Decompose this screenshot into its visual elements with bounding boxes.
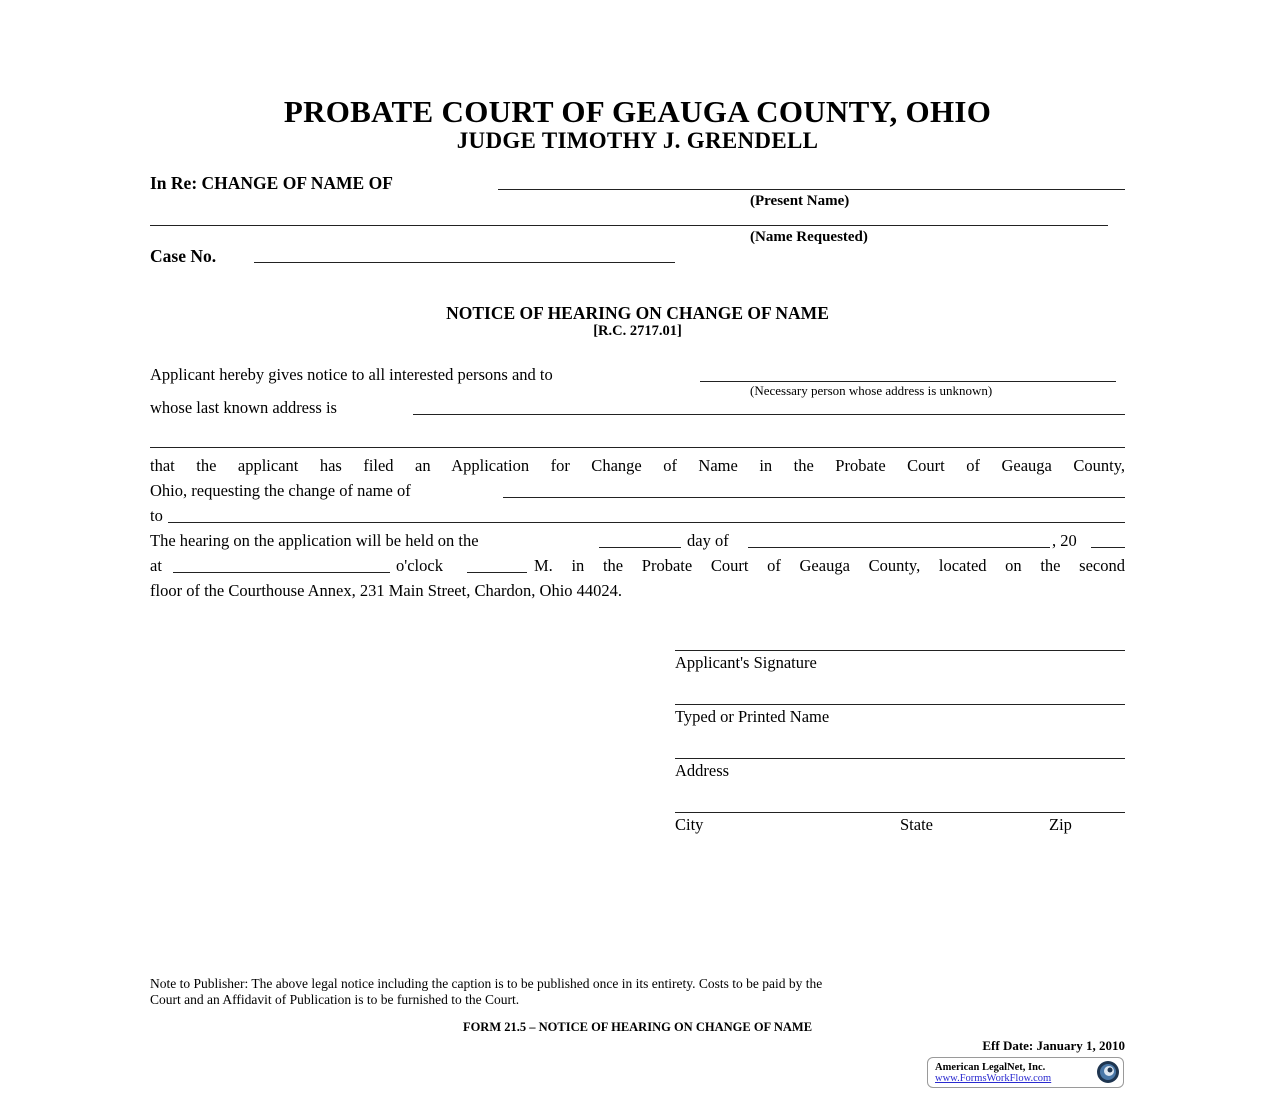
location-text: M. in the Probate Court of Geauga County, located on the second (534, 556, 1125, 575)
at-label: at (150, 556, 162, 575)
judge-name: JUDGE TIMOTHY J. GRENDELL (456, 128, 819, 153)
case-no-field[interactable] (254, 245, 675, 263)
oclock-label: o'clock (396, 556, 443, 575)
effective-date: Eff Date: January 1, 2010 (982, 1038, 1125, 1053)
name-requested-field[interactable] (150, 208, 1108, 226)
form-title: FORM 21.5 – NOTICE OF HEARING ON CHANGE OF NAME (462, 1020, 813, 1034)
day-of-label: day of (687, 531, 729, 550)
statute-reference: [R.C. 2717.01] (593, 323, 682, 339)
city-state-zip-line[interactable] (675, 812, 1125, 813)
address-line[interactable] (675, 758, 1125, 759)
notice-title: NOTICE OF HEARING ON CHANGE OF NAME (446, 303, 829, 323)
signature-label: Applicant's Signature (675, 653, 817, 672)
case-no-label: Case No. (150, 246, 217, 266)
present-name-field[interactable] (498, 172, 1125, 190)
address-label: Address (675, 761, 730, 780)
printed-name-line[interactable] (675, 704, 1125, 705)
publisher-name: American LegalNet, Inc. (935, 1062, 1046, 1073)
courthouse-address-text: floor of the Courthouse Annex, 231 Main Street, Chardon, Ohio 44024. (150, 581, 623, 600)
present-name-label: (Present Name) (750, 193, 850, 209)
publisher-badge (927, 1057, 1124, 1088)
necessary-person-field[interactable] (700, 364, 1116, 382)
in-re-label: In Re: CHANGE OF NAME OF (150, 173, 393, 193)
publisher-logo-icon (1096, 1060, 1120, 1084)
year-prefix-label: , 20 (1052, 531, 1077, 550)
change-to-field[interactable] (168, 505, 1125, 523)
hearing-year-field[interactable] (1091, 530, 1125, 548)
am-pm-field[interactable] (467, 555, 527, 573)
change-from-label: Ohio, requesting the change of name of (150, 481, 411, 500)
application-filed-text: that the applicant has filed an Application for Change of Name in the Probate Court of Geauga County, (150, 456, 1125, 475)
notice-intro-text: Applicant hereby gives notice to all interested persons and to (150, 365, 553, 384)
publisher-note-line-1: Note to Publisher: The above legal notice including the caption is to be published once in its entirety. Costs to be paid by the (150, 976, 823, 991)
last-known-address-field-2[interactable] (150, 430, 1125, 448)
change-from-field[interactable] (503, 480, 1125, 498)
hearing-text: The hearing on the application will be held on the (150, 531, 479, 550)
hearing-month-field[interactable] (748, 530, 1050, 548)
printed-name-label: Typed or Printed Name (675, 707, 830, 726)
hearing-day-field[interactable] (599, 530, 681, 548)
court-title: PROBATE COURT OF GEAUGA COUNTY, OHIO (283, 94, 992, 129)
necessary-person-label: (Necessary person whose address is unknown) (750, 383, 993, 398)
zip-label: Zip (1049, 815, 1072, 834)
signature-line[interactable] (675, 650, 1125, 651)
hearing-time-field[interactable] (173, 555, 390, 573)
change-to-label: to (150, 506, 163, 525)
city-label: City (675, 815, 704, 834)
last-known-address-field-1[interactable] (413, 397, 1125, 415)
name-requested-label: (Name Requested) (750, 229, 868, 245)
publisher-note-line-2: Court and an Affidavit of Publication is to be furnished to the Court. (150, 992, 520, 1007)
state-label: State (900, 815, 933, 834)
last-known-address-label: whose last known address is (150, 398, 337, 417)
publisher-link[interactable]: www.FormsWorkFlow.com (935, 1073, 1052, 1084)
